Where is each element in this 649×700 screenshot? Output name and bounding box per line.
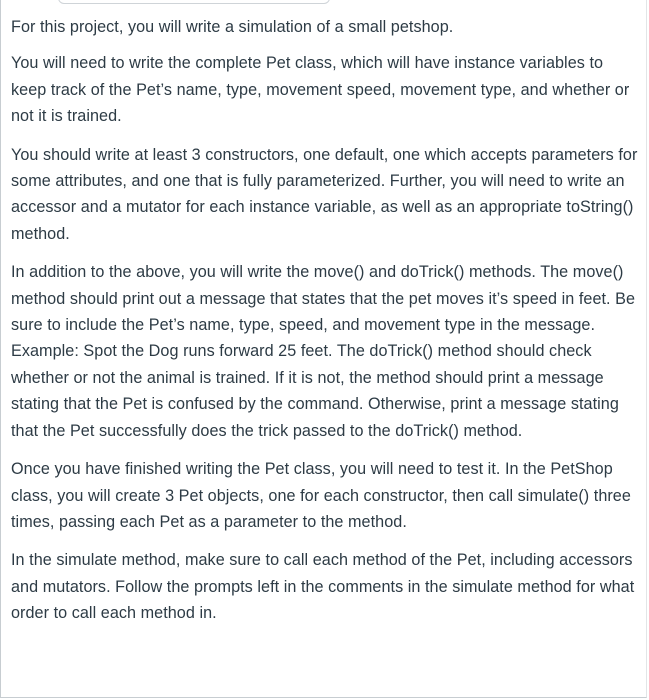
- paragraph-simulate-method: In the simulate method, make sure to call each method of the Pet, including accessors and mutators. Follow the prompts left in the comments in the simulate method for what order to call each method in.: [11, 551, 635, 623]
- paragraph-constructors: You should write at least 3 constructors, one default, one which accepts parameters for some attributes, and one that is fully parameterized. Further, you will need to write an accessor and a mutator for each instance variable, as well as an appropriate toString() method.: [11, 145, 638, 243]
- paragraph-move-dotrick: In addition to the above, you will write the move() and doTrick() methods. The move() method should print out a message that states that the pet moves it’s speed in feet. Be sure to include the Pet’s name, type, speed, and movement type in the message. Example: Spot the Dog runs forward 25 feet. The doTrick() method should check whether or not the animal is trained. If it is not, the method should print a message stating that the Pet is confused by the command. Otherwise, print a message stating that the Pet successfully does the trick passed to the doTrick() method.: [11, 263, 636, 440]
- paragraph-petshop-testing: Once you have finished writing the Pet class, you will need to test it. In the PetShop class, you will create 3 Pet objects, one for each constructor, then call simulate() three times, passing each Pet as a parameter to the method.: [11, 460, 631, 531]
- paragraph-intro: For this project, you will write a simulation of a small petshop.: [11, 18, 454, 36]
- paragraph-pet-class: You will need to write the complete Pet class, which will have instance variables to keep track of the Pet’s name, type, movement speed, movement type, and whether or not it is trained.: [11, 54, 630, 126]
